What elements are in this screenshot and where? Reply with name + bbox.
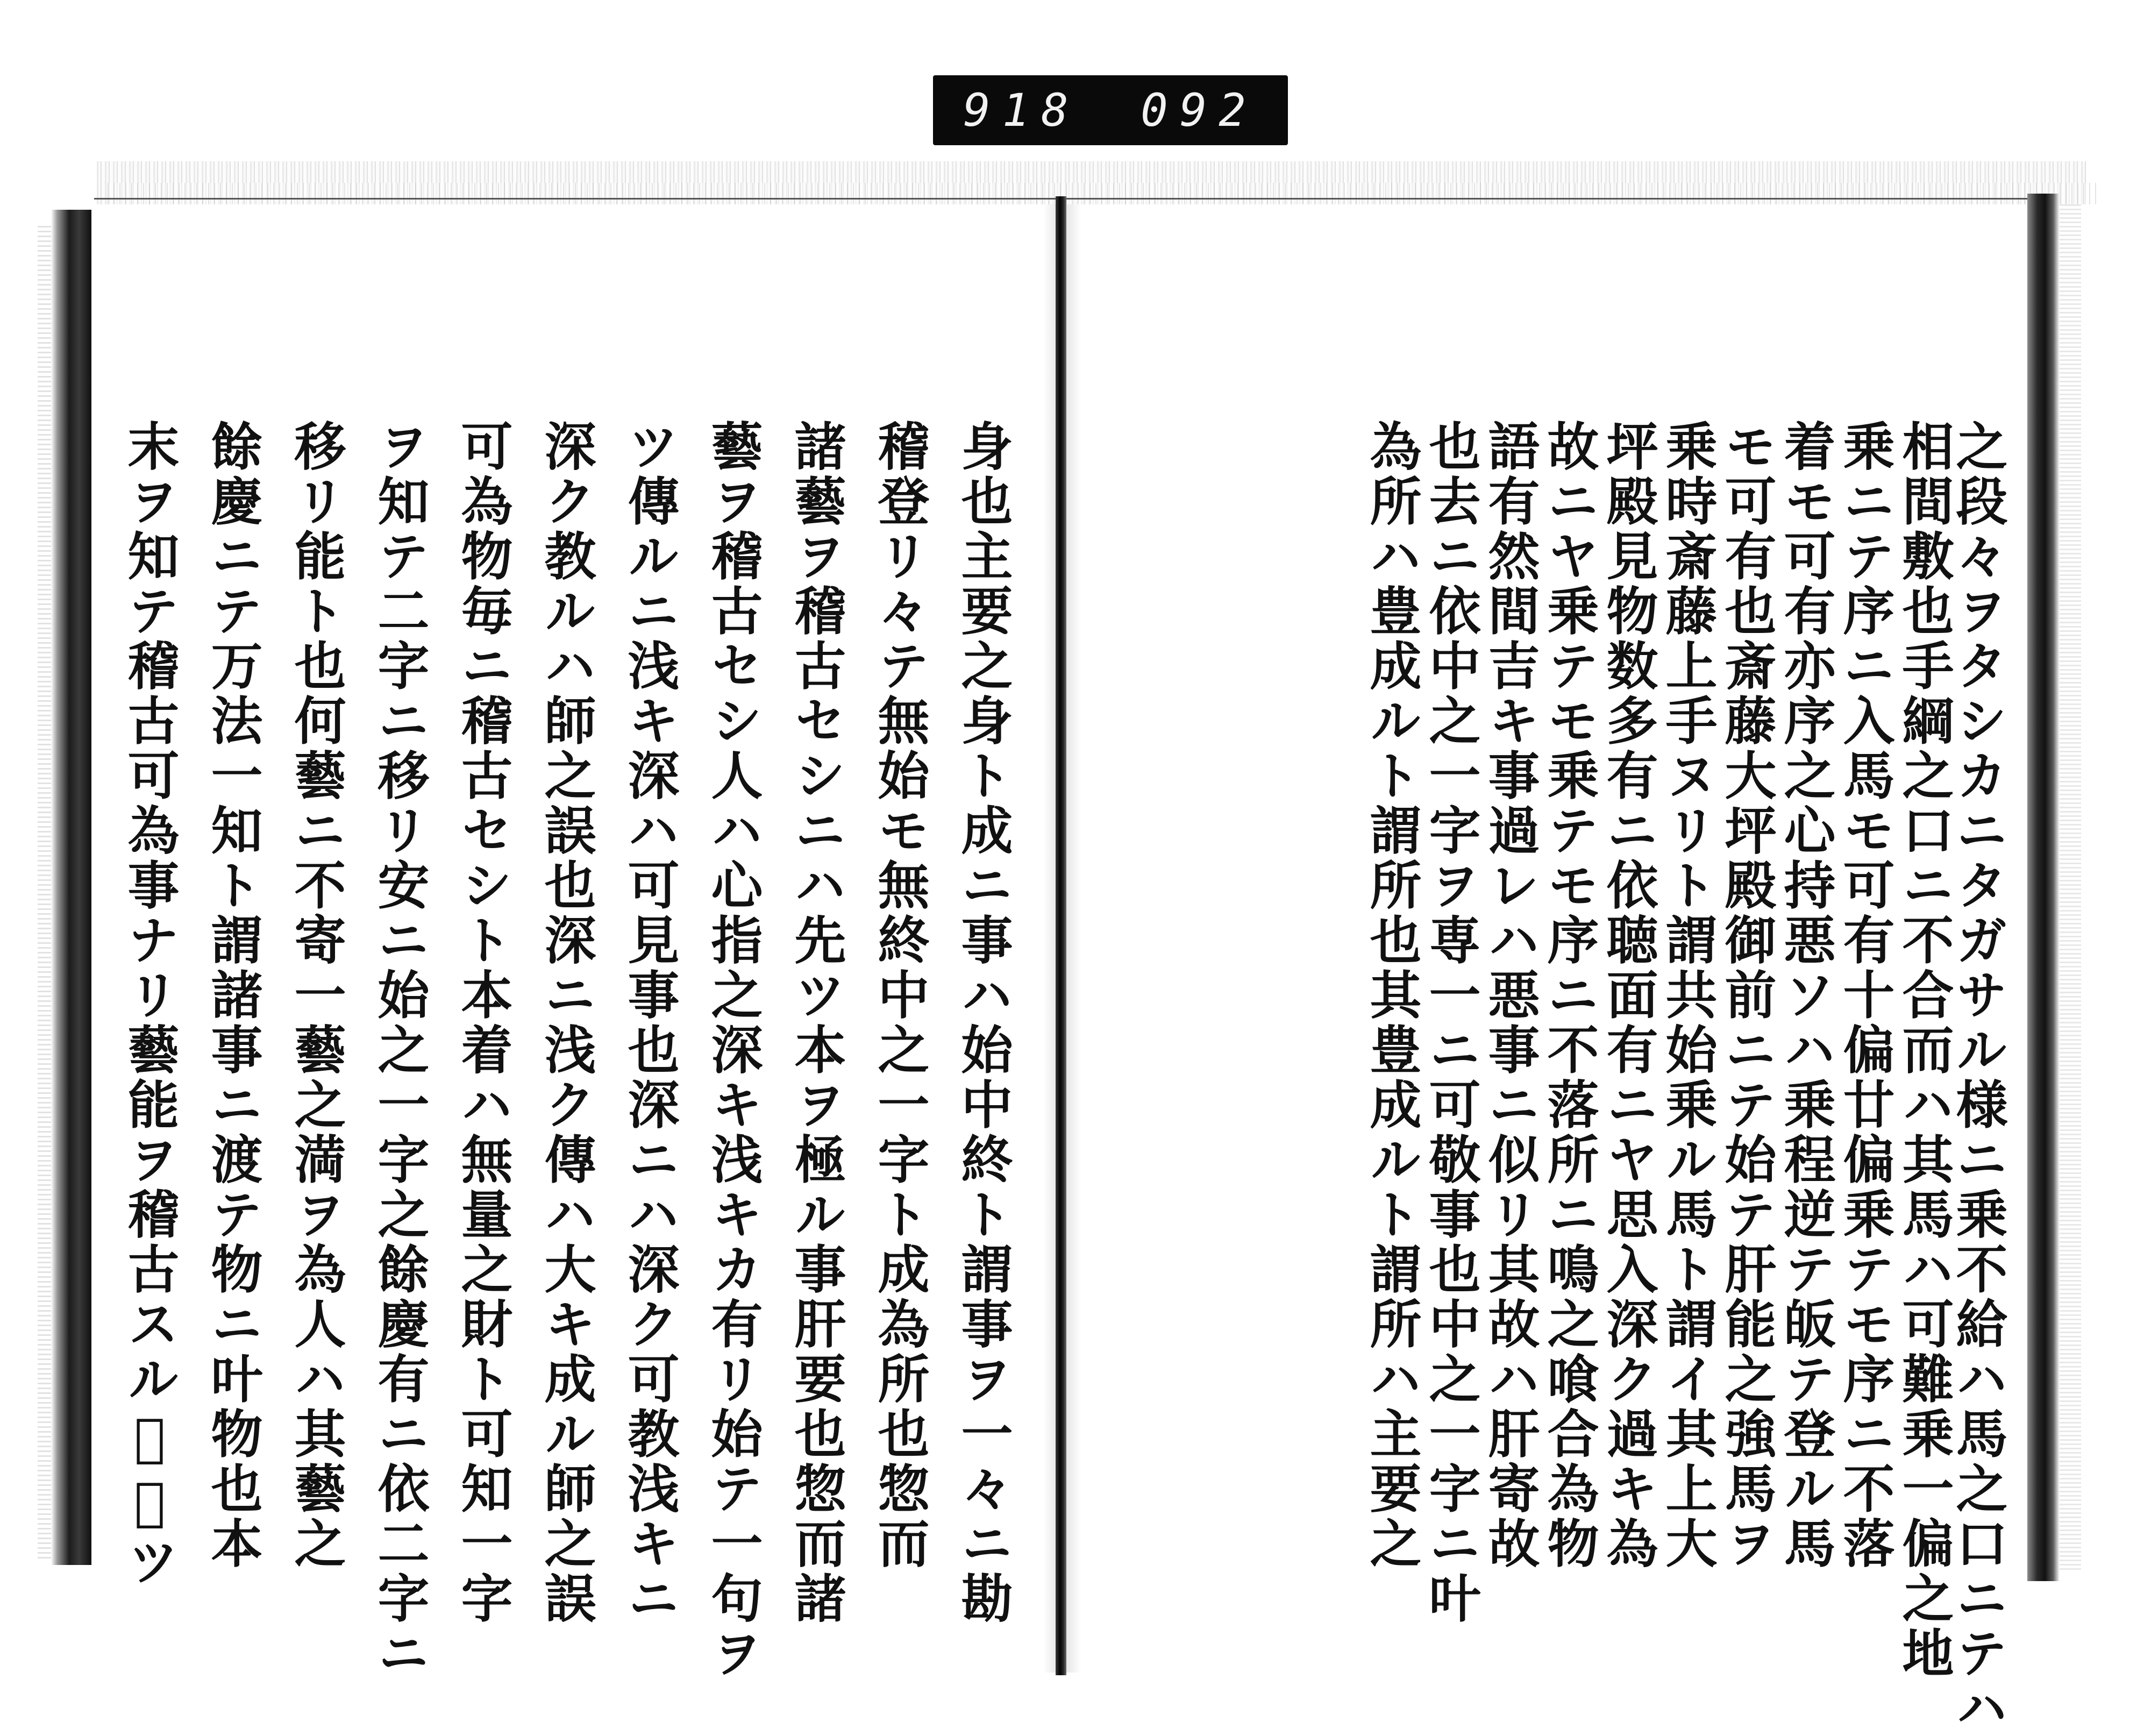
right-page-column-8: 故ニヤ乗テモ乗テモ序ニ不落所ニ鳴之喰合為物 <box>1539 419 1600 1571</box>
right-page-column-5: モ可有也斎藤大坪殿御前ニテ始テ肝能之強馬ヲ <box>1716 419 1777 1571</box>
left-page-column-10: 餘慶ニテ万法一知ト謂諸事ニ渡テ物ニ叶物也本 <box>203 419 263 1571</box>
right-page-column-3: 乗ニテ序ニ入馬モ可有十偏廿偏乗テモ序ニ不落 <box>1835 419 1896 1571</box>
left-page-column-1: 身也主要之身ト成ニ事ハ始中終ト謂事ヲ一々ニ勘 <box>953 419 1014 1626</box>
right-page-column-10: 也去ニ依中之一字ヲ専一ニ可敬事也中之一字ニ叶 <box>1421 419 1482 1626</box>
right-book-edge <box>2027 194 2060 1581</box>
left-page-column-11: 末ヲ知テ稽古可為事ナリ藝能ヲ稽古スル𪜈先ツ <box>119 419 180 1590</box>
left-book-edge <box>51 210 91 1565</box>
left-page-column-6: 深ク教ルハ師之誤也深ニ浅ク傳ハ大キ成ル師之誤 <box>536 419 597 1626</box>
right-page-column-11: 為所ハ豊成ルト謂所也其豊成ルト謂所ハ主要之 <box>1362 419 1422 1571</box>
frame-label-right: 092 <box>1141 84 1258 137</box>
left-page-column-8: ヲ知テ二字ニ移リ安ニ始之一字之餘慶有ニ依二字ニ <box>369 419 430 1681</box>
right-page-stack <box>2060 204 2081 1570</box>
left-page-column-4: 藝ヲ稽古セシ人ハ心指之深キ浅キカ有リ始テ一句ヲ <box>703 419 764 1681</box>
left-page-column-2: 稽登リ々テ無始モ無終中之一字ト成為所也惣而 <box>870 419 930 1571</box>
left-page-column-3: 諸藝ヲ稽古セシニハ先ツ本ヲ極ル事肝要也惣而諸 <box>786 419 847 1626</box>
right-page-column-6: 乗時斎藤上手ヌリト謂共始乗ル馬ト謂イ其上大 <box>1657 419 1718 1571</box>
right-page-column-9: 語有然間吉キ事過レハ悪事ニ似リ其故ハ肝寄故 <box>1480 419 1541 1571</box>
right-page-column-7: 坪殿見物数多有ニ依聴面有ニヤ思入深ク過キ為 <box>1598 419 1659 1571</box>
film-frame-label <box>933 75 1288 145</box>
frame-label-left: 918 <box>963 84 1080 137</box>
left-page-column-7: 可為物毎ニ稽古セシト本着ハ無量之財ト可知一字 <box>453 419 514 1626</box>
right-page-column-2: 相間敷也手綱之口ニ不合而ハ其馬ハ可難乗一偏之地 <box>1894 419 1955 1681</box>
scan-noise-band-lower <box>108 183 2097 204</box>
left-page-column-5: ツ傳ルニ浅キ深ハ可見事也深ニハ深ク可教浅キニ <box>619 419 680 1626</box>
right-page-column-1: 之段々ヲタシカニタガサル様ニ乗不給ハ馬之口ニテハ <box>1948 419 2008 1736</box>
book-gutter <box>1056 196 1066 1675</box>
left-page-column-9: 移リ能ト也何藝ニ不寄一藝之満ヲ為人ハ其藝之 <box>286 419 347 1571</box>
right-page-column-4: 着モ可有亦序之心持悪ソハ乗程逆テ皈テ登ル馬 <box>1776 419 1836 1571</box>
